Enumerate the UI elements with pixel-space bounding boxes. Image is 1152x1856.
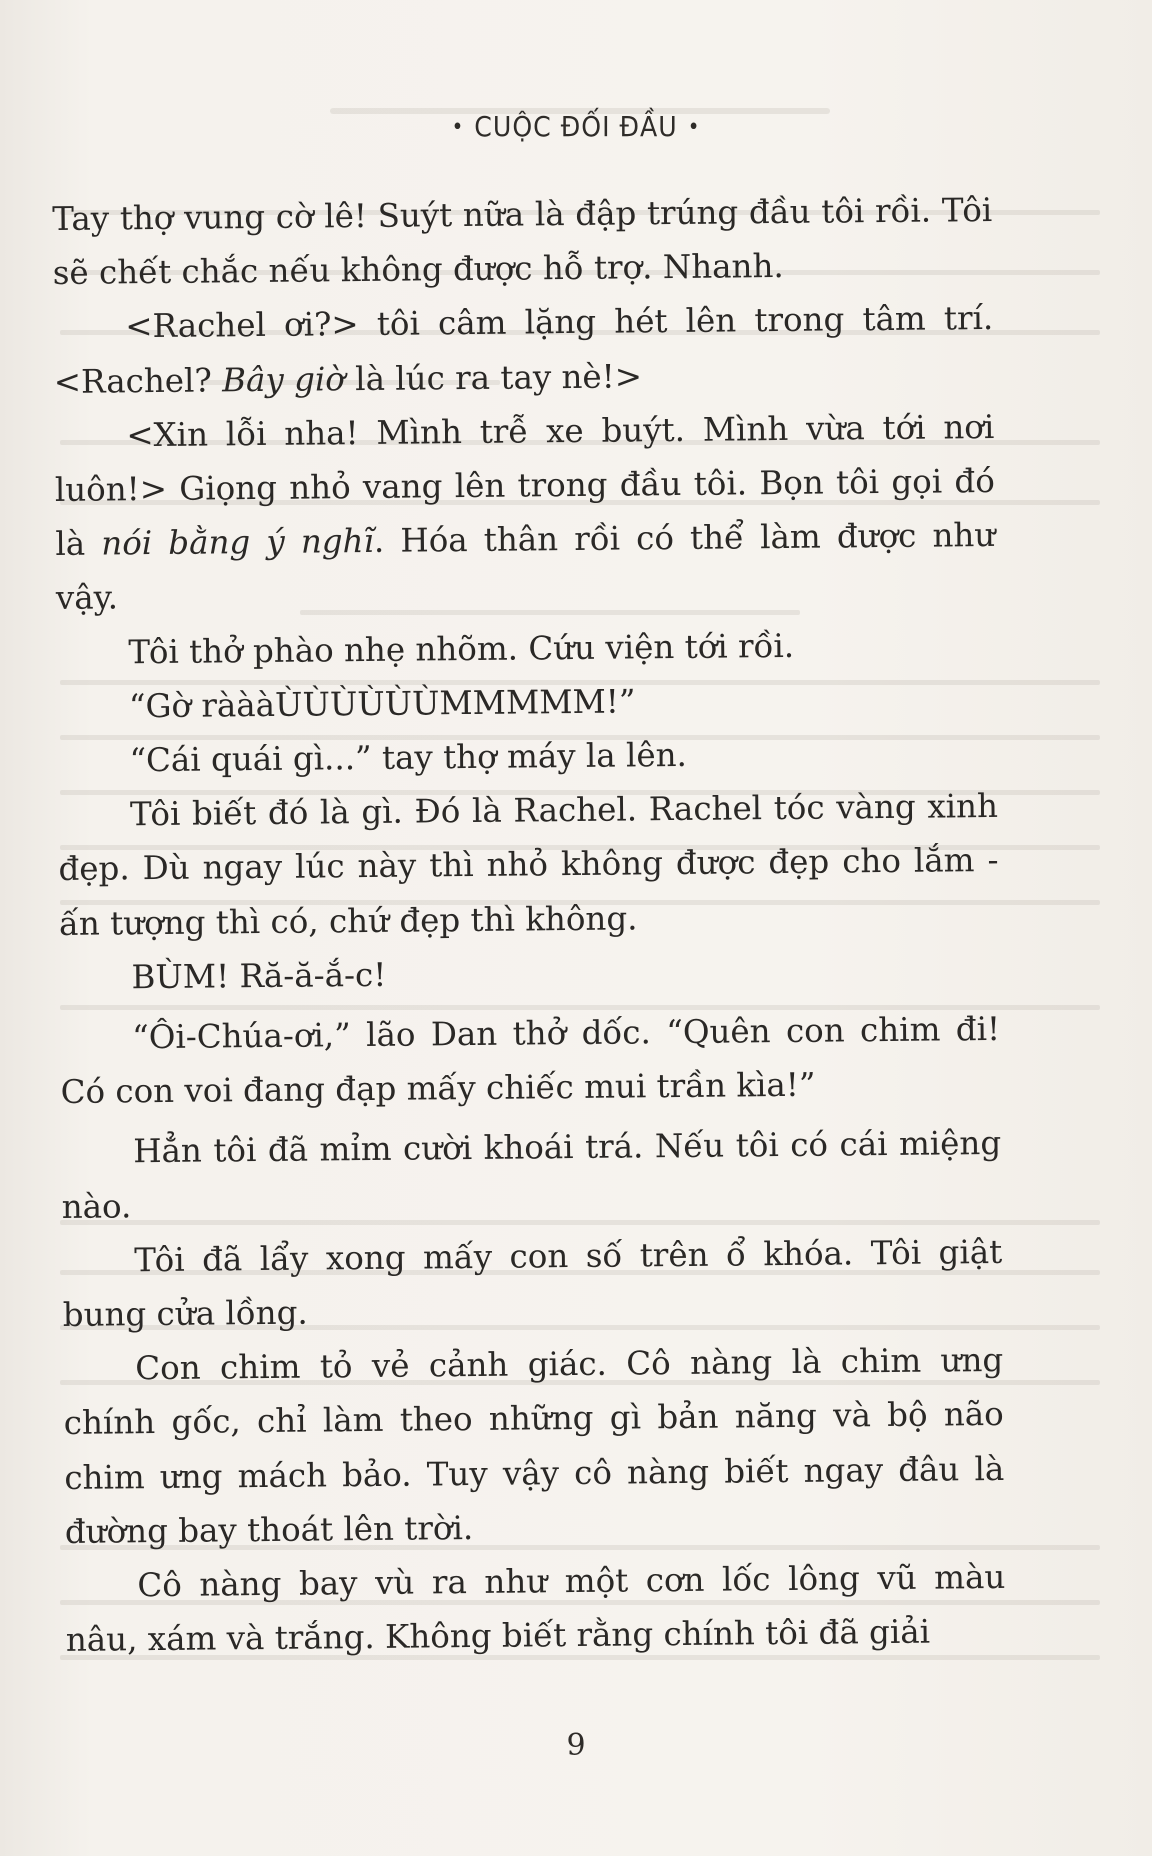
paragraph-emphasis: Bây giờ [221,359,346,399]
paragraph [62,1225,1003,1342]
paragraph [57,671,997,734]
page-number: 9 [566,1728,586,1763]
paragraph [63,1333,1005,1559]
paragraph [61,1116,1002,1233]
paragraph-text: <Rachel ơi?> tôi câm lặng hét lên trong tâm trí. <Rachel? [53,299,994,401]
paragraph-text: <Xin lỗi nha! Mình trễ xe buýt. Mình vừa tới nơi luôn!> Giọng nhỏ vang lên trong đầu tôi. Bọn tôi gọi đó là [54,407,995,564]
paragraph-text: Tay thợ vung cờ lê! Suýt nữa là đập trúng đầu tôi rồi. Tôi sẽ chết chắc nếu không được hỗ trợ. Nhanh. [52,190,993,293]
paragraph-text: Tôi biết đó là gì. Đó là Rachel. Rachel tóc vàng xinh đẹp. Dù ngay lúc này thì nhỏ không được đẹp cho lắm - ấn tượng thì có, chứ đẹp thì không. [58,787,999,943]
paragraph [60,1002,1001,1119]
paragraph-text: “Cái quái gì...” tay thợ máy la lên. [129,735,688,780]
body-text [52,183,1006,1667]
running-header [0,110,1152,143]
paragraph [59,942,999,1005]
chapter-title: CUỘC ĐỐI ĐẦU [474,110,678,143]
paragraph [57,725,997,788]
paragraph-text: Tôi thở phào nhẹ nhõm. Cứu viện tới rồi. [128,626,795,671]
paragraph-text: . Hóa thân rồi có thể làm được như vậy. [55,516,996,618]
paragraph-text: “Ôi-Chúa-ơi,” lão Dan thở dốc. “Quên con chim đi! Có con voi đang đạp mấy chiếc mui trần kìa!” [60,1009,1001,1112]
paragraph-emphasis: nói bằng ý nghĩ [101,522,375,563]
header-ornament-right: • [687,115,701,140]
paragraph-text: Hẳn tôi đã mỉm cười khoái trá. Nếu tôi có cái miệng nào. [61,1124,1002,1226]
paragraph-text: BÙM! Ră-ă-ắ-c! [131,955,387,997]
paragraph [58,779,1000,951]
paragraph-text: Con chim tỏ vẻ cảnh giác. Cô nàng là chim ưng chính gốc, chỉ làm theo những gì bản năng và bộ não chim ưng mách bảo. Tuy vậy cô nàng biết ngay đâu là đường bay thoát lên trời. [63,1341,1005,1551]
header-ornament-left: • [451,115,465,140]
paragraph [54,400,996,626]
paragraph-text: Tôi đã lẩy xong mấy con số trên ổ khóa. Tôi giật bung cửa lồng. [62,1232,1003,1335]
paragraph [53,291,994,408]
paragraph [56,617,996,680]
paragraph-text: là lúc ra tay nè!> [344,356,643,398]
paragraph-text: Cô nàng bay vù ra như một cơn lốc lông vũ màu nâu, xám và trắng. Không biết rằng chính tôi đã giải [65,1557,1006,1660]
paragraph-text: “Gờ ràààÙÙÙÙÙÙMMMMM!” [128,682,636,726]
paragraph [65,1550,1006,1667]
paragraph [52,183,993,300]
